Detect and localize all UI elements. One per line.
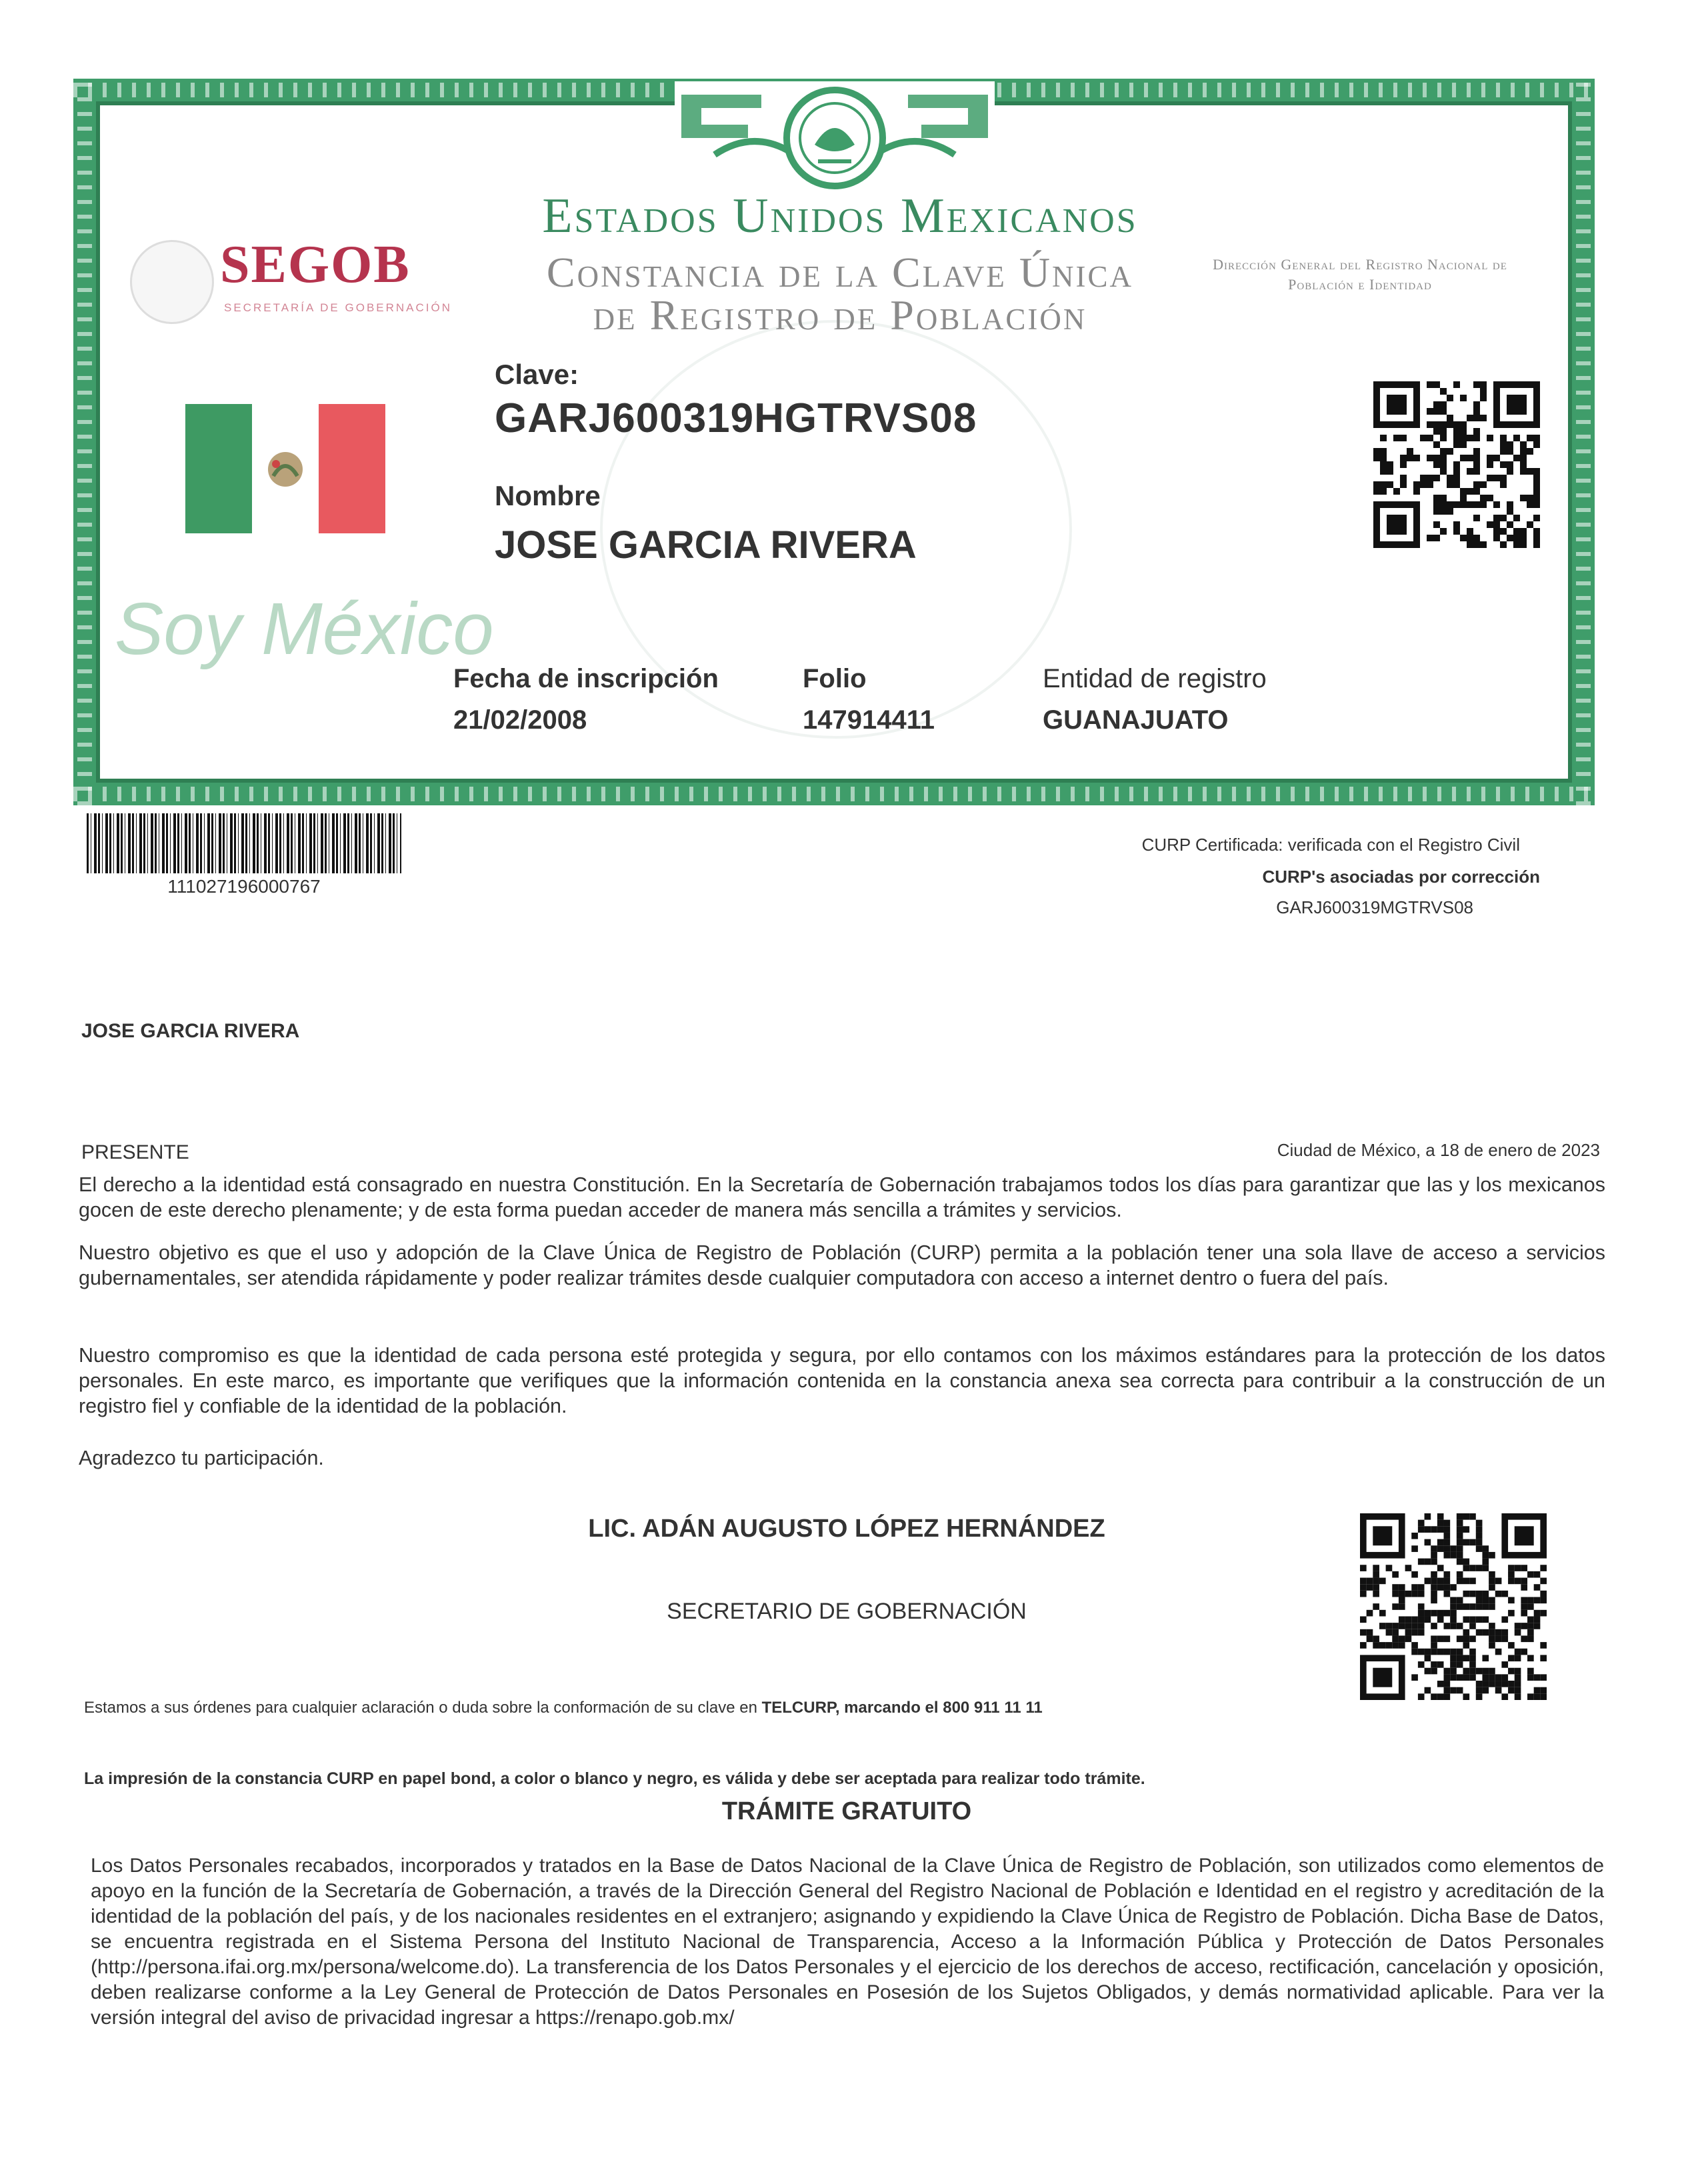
segob-subtitle: SECRETARÍA DE GOBERNACIÓN — [224, 301, 453, 314]
segob-logo: SEGOB — [220, 235, 411, 294]
clave-value: GARJ600319HGTRVS08 — [495, 395, 977, 441]
certification-status: CURP Certificada: verificada con el Registro Civil — [1141, 835, 1520, 855]
barcode-number: 111027196000767 — [167, 876, 321, 897]
fecha-inscripcion-label: Fecha de inscripción — [453, 664, 719, 693]
folio-value: 147914411 — [803, 705, 935, 735]
letter-paragraph: Nuestro objetivo es que el uso y adopción de la Clave Única de Registro de Población (CURP) permita a la población tener una sola llave de acceso a servicios gubernamentales, ser atendida rápidamente y poder realizar trámites desde cualquier computadora con acceso a internet dentro o fuera del país. — [79, 1241, 1605, 1289]
nombre-value: JOSE GARCIA RIVERA — [495, 523, 917, 567]
letter-paragraph: El derecho a la identidad está consagrado en nuestra Constitución. En la Secretaría de Gobernación trabajamos todos los días para garantizar que las y los mexicanos gocen de este derecho plenamente; y de esta forma puedan acceder de manera más sencilla a trámites y servicios. — [79, 1173, 1605, 1221]
slogan: Soy México — [115, 588, 494, 670]
contact-text: Estamos a sus órdenes para cualquier aclaración o duda sobre la conformación de su clave en — [84, 1699, 762, 1717]
signer-title: SECRETARIO DE GOBERNACIÓN — [667, 1599, 1027, 1624]
border-right-pattern — [1576, 79, 1591, 805]
fecha-inscripcion-value: 21/02/2008 — [453, 705, 587, 735]
letter-salutation: PRESENTE — [81, 1141, 189, 1163]
clave-label: Clave: — [495, 359, 579, 390]
letter-date: Ciudad de México, a 18 de enero de 2023 — [1277, 1140, 1600, 1160]
privacy-notice: Los Datos Personales recabados, incorporados y tratados en la Base de Datos Nacional de la Clave Única de Registro de Población, son utilizados como elementos de apoyo en la función de la Secretaría de Gobernación, a través de la Dirección General del Registro Nacional de Población e Identidad en el registro y acreditación de la identidad de la población del país, y de los nacionales residentes en el extranjero; asignando y expidiendo la Clave Única de Registro de Población. Dicha Base de Datos, se encuentra registrada en el Sistema Persona del Instituto Nacional de Transparencia, Acceso a la Información Pública y Protección de Datos Personales (http://persona.ifai.org.mx/persona/welcome.do). La transferencia de los Datos Personales y el ejercicio de los derechos de acceso, rectificación, cancelación y oposición, deben realizarse conforme a la Ley General de Protección de Datos Personales en Posesión de los Sujetos Obligados, y demás normatividad aplicable. Para ver la versión integral del aviso de privacidad ingresar a https://renapo.gob.mx/ — [91, 1855, 1604, 2029]
entidad-registro-label: Entidad de registro — [1043, 664, 1267, 693]
title-country: Estados Unidos Mexicanos — [542, 189, 1138, 243]
qr-code-icon — [1360, 1513, 1547, 1700]
title-document-line1: Constancia de la Clave Única — [546, 249, 1134, 296]
directorate-name: Dirección General del Registro Nacional de Población e Identidad — [1213, 256, 1507, 293]
letter-recipient: JOSE GARCIA RIVERA — [81, 1020, 300, 1042]
title-document-line2: de Registro de Población — [593, 291, 1087, 339]
folio-label: Folio — [803, 664, 867, 693]
contact-phone: TELCURP, marcando el 800 911 11 11 — [761, 1699, 1043, 1717]
qr-code-icon — [1373, 381, 1540, 548]
letter-closing: Agradezco tu participación. — [79, 1447, 324, 1469]
letter-paragraph: Nuestro compromiso es que la identidad de cada persona esté protegida y segura, por ello contamos con los máximos estándares para la protección de los datos personales. En este marco, es importante que verifiques que la información contenida en la constancia anexa sea correcta para contribuir a la construcción de un registro fiel y confiable de la identidad de la población. — [79, 1344, 1605, 1417]
mexican-flag-icon — [185, 404, 385, 533]
barcode-icon — [87, 813, 401, 873]
signer-name: LIC. ADÁN AUGUSTO LÓPEZ HERNÁNDEZ — [588, 1515, 1105, 1543]
segob-seal-icon — [130, 240, 214, 324]
contact-info — [84, 1699, 1043, 1717]
validity-notice: La impresión de la constancia CURP en papel bond, a color o blanco y negro, es válida y debe ser aceptada para realizar todo trámite. — [84, 1769, 1145, 1788]
free-procedure-heading: TRÁMITE GRATUITO — [721, 1797, 972, 1825]
nombre-label: Nombre — [495, 480, 601, 511]
border-bottom-pattern — [73, 787, 1595, 801]
entidad-registro-value: GUANAJUATO — [1043, 705, 1229, 735]
eagle-seal-icon — [675, 81, 995, 195]
border-left-pattern — [77, 79, 92, 805]
associated-curp-value: GARJ600319MGTRVS08 — [1276, 897, 1473, 917]
associated-curp-label: CURP's asociadas por corrección — [1262, 867, 1540, 887]
